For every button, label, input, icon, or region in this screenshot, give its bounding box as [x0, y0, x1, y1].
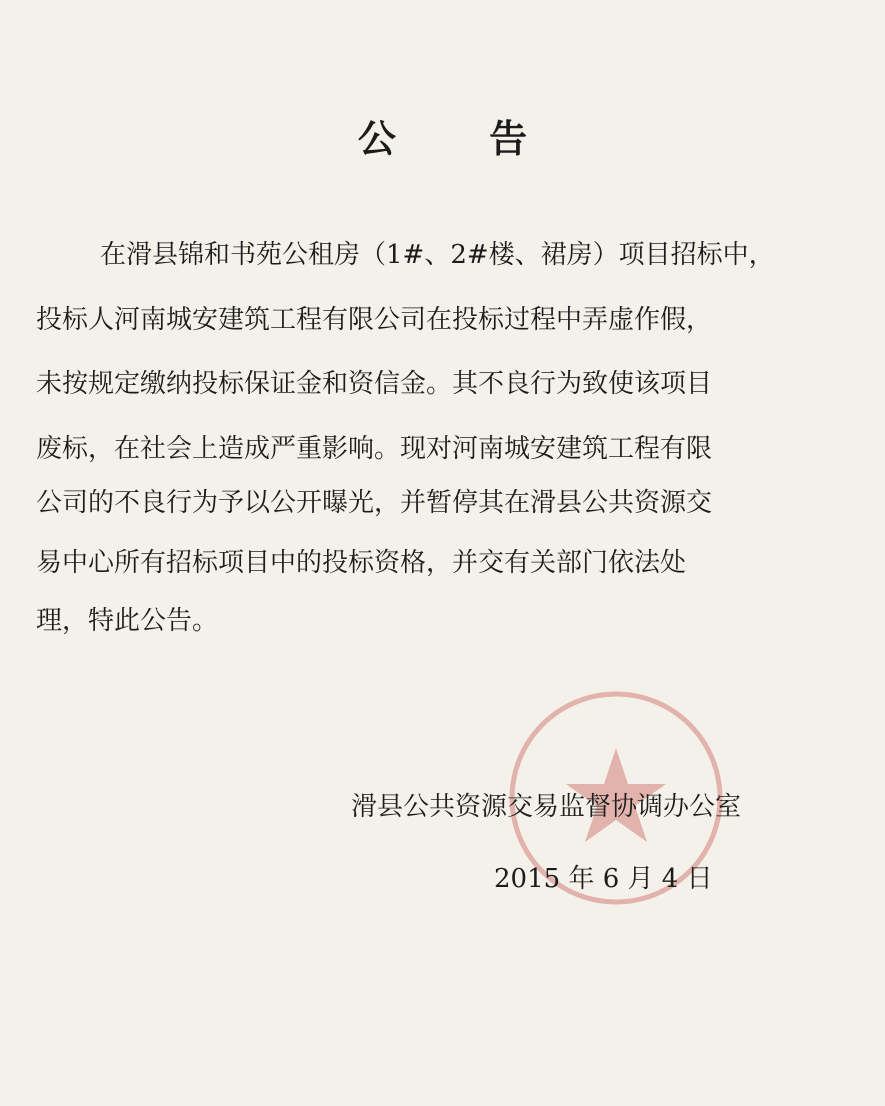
body-line-5: 公司的不良行为予以公开曝光，并暂停其在滑县公共资源交: [36, 488, 713, 518]
issuer-name: 滑县公共资源交易监督协调办公室: [351, 792, 742, 822]
body-line-3: 未按规定缴纳投标保证金和资信金。其不良行为致使该项目: [36, 369, 713, 399]
body-line-6: 易中心所有招标项目中的投标资格，并交有关部门依法处: [36, 548, 687, 578]
body-line-1: 在滑县锦和书苑公租房（1#、2#楼、裙房）项目招标中，: [100, 240, 775, 270]
notice-title: 公 告: [357, 117, 568, 161]
body-line-2: 投标人河南城安建筑工程有限公司在投标过程中弄虚作假，: [36, 305, 713, 335]
body-line-7: 理，特此公告。: [36, 606, 219, 636]
issue-date: 2015 年 6 月 4 日: [494, 864, 713, 894]
body-line-4: 废标，在社会上造成严重影响。现对河南城安建筑工程有限: [36, 434, 713, 464]
